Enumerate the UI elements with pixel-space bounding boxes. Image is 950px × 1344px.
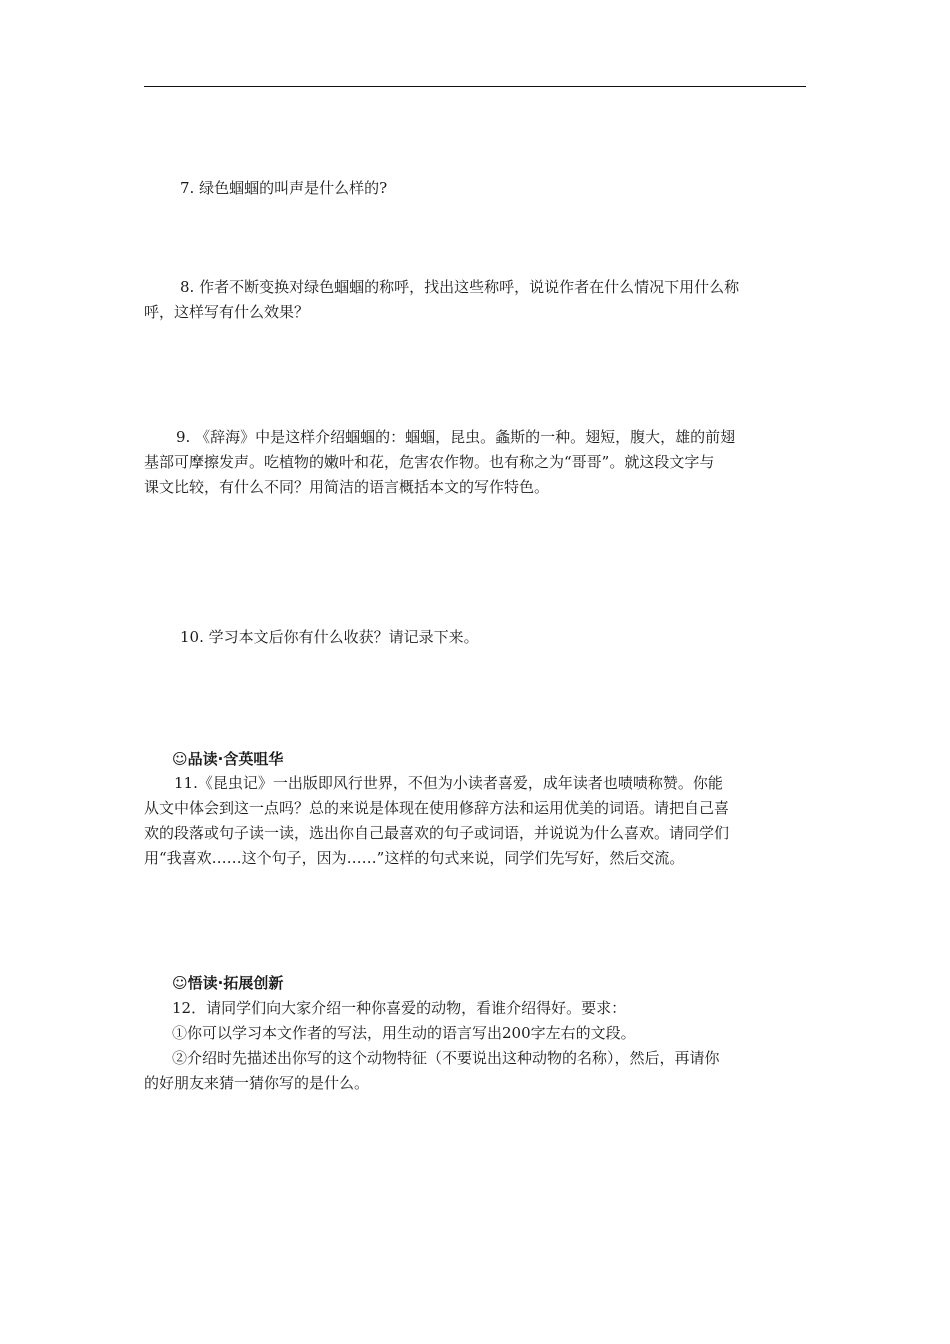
section-heading-extension-title: 悟读·拓展创新 — [187, 974, 284, 992]
question-10 — [144, 625, 806, 650]
header-rule — [144, 86, 806, 87]
question-12-requirement-1: ①你可以学习本文作者的写法，用生动的语言写出200字左右的文段。 — [172, 1024, 636, 1042]
question-11 — [144, 771, 806, 871]
question-12-requirement-2: ②介绍时先描述出你写的这个动物特征（不要说出这种动物的名称），然后，再请你 — [172, 1049, 720, 1067]
question-7-text: 7. 绿色蝈蝈的叫声是什么样的? — [180, 179, 388, 197]
question-8 — [144, 275, 806, 325]
question-10-text: 10. 学习本文后你有什么收获？请记录下来。 — [180, 628, 479, 646]
question-11-line-1: 11.《昆虫记》一出版即风行世界，不但为小读者喜爱，成年读者也啧啧称赞。你能 — [174, 774, 723, 792]
question-9-line-2: 基部可摩擦发声。吃植物的嫩叶和花，危害农作物。也有称之为“哥哥”。就这段文字与 — [144, 453, 715, 471]
question-9 — [144, 425, 806, 500]
question-12 — [144, 996, 806, 1096]
section-heading-extension — [172, 972, 283, 994]
question-11-line-4: 用“我喜欢……这个句子，因为……”这样的句式来说，同学们先写好，然后交流。 — [144, 849, 685, 867]
smiley-icon: ☺ — [172, 974, 188, 992]
question-7 — [144, 176, 806, 201]
question-12-line-1: 12．请同学们向大家介绍一种你喜爱的动物，看谁介绍得好。要求： — [172, 999, 627, 1017]
question-9-line-1: 9. 《辞海》中是这样介绍蝈蝈的：蝈蝈，昆虫。螽斯的一种。翅短，腹大，雄的前翅 — [176, 428, 736, 446]
question-12-line-4: 的好朋友来猜一猜你写的是什么。 — [144, 1074, 370, 1092]
section-heading-appreciation — [172, 748, 283, 770]
section-heading-appreciation-title: 品读·含英咀华 — [187, 750, 284, 768]
question-11-line-2: 从文中体会到这一点吗？总的来说是体现在使用修辞方法和运用优美的词语。请把自己喜 — [144, 799, 730, 817]
question-11-line-3: 欢的段落或句子读一读，选出你自己最喜欢的句子或词语，并说说为什么喜欢。请同学们 — [144, 824, 730, 842]
question-8-line-2: 呼，这样写有什么效果？ — [144, 303, 310, 321]
smiley-icon: ☺ — [172, 750, 188, 768]
question-9-line-3: 课文比较，有什么不同？用简洁的语言概括本文的写作特色。 — [144, 478, 550, 496]
question-8-line-1: 8. 作者不断变换对绿色蝈蝈的称呼，找出这些称呼，说说作者在什么情况下用什么称 — [180, 278, 740, 296]
